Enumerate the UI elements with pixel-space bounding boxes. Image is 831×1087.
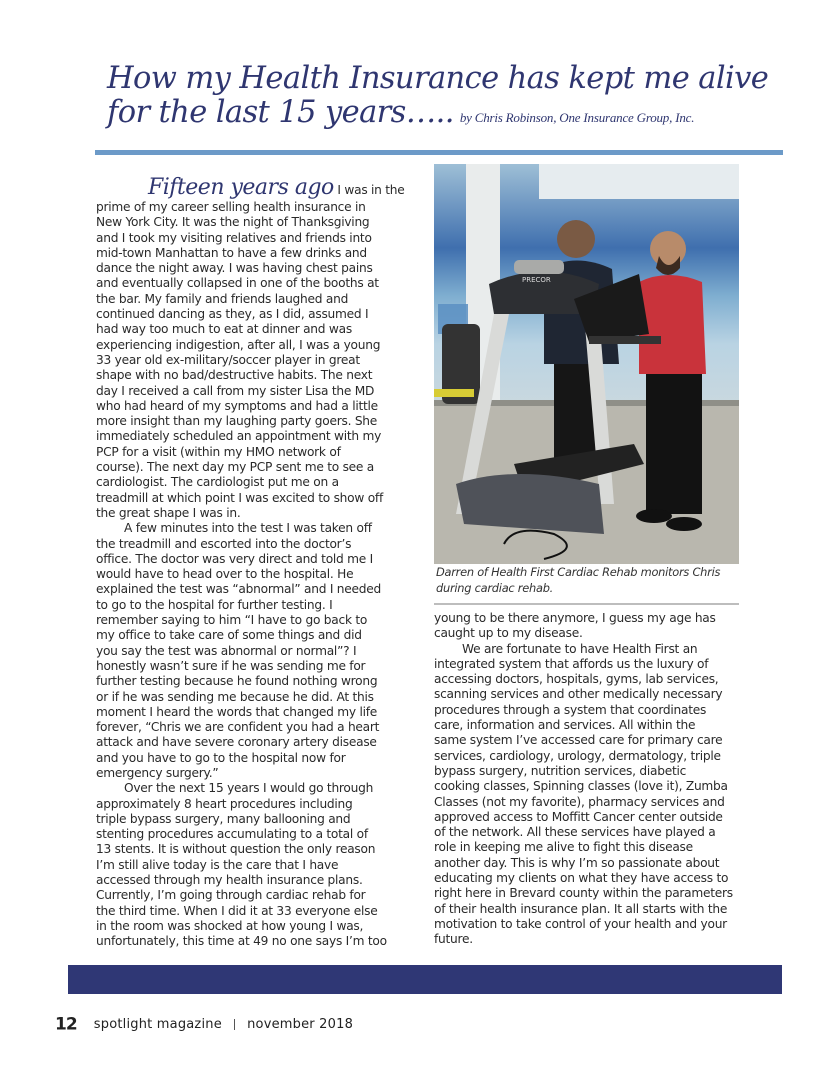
person-chris-head [650, 231, 686, 267]
text-line: treadmill at which point I was excited to show off [96, 490, 383, 505]
byline: by Chris Robinson, One Insurance Group, Inc. [459, 110, 695, 125]
text-line: young to be there anymore, I guess my age has [434, 611, 716, 625]
page-folio [55, 1014, 353, 1035]
cardiac-rehab-photo [434, 164, 739, 564]
text-line: of their health insurance plan. It all starts with the [434, 901, 728, 916]
text-line: prime of my career selling health insurance in [96, 200, 366, 214]
text-line: honestly wasn’t sure if he was sending me for [96, 658, 366, 673]
person-chris-shoe-left [636, 509, 672, 523]
text-line: explained the test was “abnormal” and I needed [96, 582, 381, 597]
laptop-base [589, 336, 661, 344]
text-line: my office to take care of some things and did [96, 628, 362, 643]
text-line: Over the next 15 years I would go through [124, 781, 374, 796]
text-line: triple bypass surgery, many ballooning and [96, 811, 351, 826]
bike-pedal-base [434, 389, 474, 397]
text-line: further testing because he found nothing wrong [96, 674, 378, 689]
text-line: PCP for a visit (within my HMO network of [96, 444, 341, 459]
text-line: remember saying to him “I have to go back to [96, 613, 368, 628]
text-line: approximately 8 heart procedures including [96, 796, 353, 811]
text-line: course). The next day my PCP sent me to see a [96, 460, 375, 475]
text-line: day I received a call from my sister Lisa the MD [96, 383, 375, 398]
photo-caption [436, 565, 756, 596]
text-line: another day. This is why I’m so passionate about [434, 855, 720, 870]
text-line: accessing doctors, hospitals, gyms, lab services, [434, 672, 719, 687]
article-photo [434, 164, 739, 564]
text-line: Classes (not my favorite), pharmacy services and [434, 794, 725, 809]
text-line: I’m still alive today is the care that I have [96, 857, 339, 872]
text-line: the great shape I was in. [96, 505, 241, 520]
text-line: moment I heard the words that changed my life [96, 704, 378, 719]
first-line-rest: I was in the [333, 183, 405, 197]
text-line: care, information and services. All within the [434, 718, 696, 733]
page-number: 12 [55, 1014, 77, 1035]
text-line: had way too much to eat at dinner and was [96, 322, 352, 337]
text-line: New York City. It was the night of Thanksgiving [96, 215, 370, 230]
folio-separator [234, 1019, 235, 1030]
caption-line-1: Darren of Health First Cardiac Rehab monitors Chris [436, 565, 721, 579]
person-chris-shoe-right [666, 517, 702, 531]
text-line: immediately scheduled an appointment with my [96, 429, 382, 444]
title-divider-rule [95, 150, 783, 155]
text-line: right here in Brevard county within the parameters [434, 886, 733, 901]
treadmill-handle [514, 260, 564, 274]
text-line: approved access to Moffitt Cancer center outside [434, 809, 723, 824]
text-line: and you have to go to the hospital now for [96, 750, 346, 765]
text-line: bypass surgery, nutrition services, diabetic [434, 763, 687, 778]
text-line: or if he was sending me because he did. At this [96, 689, 374, 704]
treadmill-brand: PRECOR [522, 276, 551, 284]
text-line: the third time. When I did it at 33 everyone else [96, 903, 378, 918]
text-line: forever, “Chris we are confident you had a heart [96, 720, 380, 735]
caption-divider-rule [434, 603, 739, 605]
text-line: more insight than my laughing party goers. She [96, 414, 378, 429]
caption-line-2: during cardiac rehab. [436, 580, 554, 595]
text-line: role in keeping me alive to fight this disease [434, 840, 693, 855]
text-line: dance the night away. I was having chest pains [96, 261, 373, 276]
ceiling-soffit [539, 164, 739, 199]
text-line: you say the test was abnormal or normal”? I [96, 643, 357, 658]
treadmill-motor-cover [456, 474, 604, 534]
text-line: future. [434, 932, 473, 947]
title-line-2-wrap [107, 96, 787, 135]
text-line: experiencing indigestion, after all, I was a young [96, 337, 381, 352]
text-line: attack and have severe coronary artery disease [96, 735, 377, 750]
issue-date: november 2018 [247, 1017, 354, 1032]
text-line: continued dancing as they, as I did, assumed I [96, 307, 369, 322]
text-line: office. The doctor was very direct and told me I [96, 551, 373, 566]
title-line-1: How my Health Insurance has kept me alive [107, 61, 769, 96]
text-line: to go to the hospital for further testing. I [96, 597, 333, 612]
magazine-name: spotlight magazine [93, 1017, 222, 1032]
text-line: integrated system that affords us the luxury of [434, 656, 709, 671]
text-line: would have to head over to the hospital. He [96, 567, 354, 582]
text-line: and eventually collapsed in one of the booths at [96, 276, 379, 291]
text-line: 13 stents. It is without question the only reason [96, 842, 376, 857]
text-line: accessed through my health insurance plans. [96, 873, 363, 888]
text-line: Currently, I’m going through cardiac rehab for [96, 888, 366, 903]
text-line: caught up to my disease. [434, 626, 583, 641]
title-line-2: for the last 15 years….. [107, 95, 454, 130]
article-column-right [434, 611, 754, 948]
text-line: and I took my visiting relatives and friends into [96, 230, 372, 245]
text-line: A few minutes into the test I was taken off [124, 521, 372, 536]
person-chris-pants [646, 374, 702, 514]
left-column-lines [96, 200, 426, 950]
text-line: in the room was shocked at how young I was, [96, 918, 364, 933]
text-line: stenting procedures accumulating to a total of [96, 827, 368, 842]
first-line [96, 175, 426, 200]
article-column-left [96, 175, 426, 950]
text-line: 33 year old ex-military/soccer player in great [96, 352, 360, 367]
text-line: same system I’ve accessed care for primary care [434, 733, 723, 748]
text-line: cardiologist. The cardiologist put me on a [96, 475, 339, 490]
text-line: cooking classes, Spinning classes (love it), Zumba [434, 779, 728, 794]
right-column-lines [434, 611, 754, 948]
text-line: procedures through a system that coordinates [434, 702, 707, 717]
text-line: the treadmill and escorted into the doctor’s [96, 536, 352, 551]
text-line: unfortunately, this time at 49 no one says I’m too [96, 934, 387, 949]
footer-color-bar [68, 965, 782, 994]
text-line: who had heard of my symptoms and had a little [96, 398, 378, 413]
text-line: motivation to take control of your health and your [434, 916, 727, 931]
text-line: of the network. All these services have played a [434, 825, 716, 840]
text-line: the bar. My family and friends laughed and [96, 291, 349, 306]
text-line: services, cardiology, urology, dermatology, triple [434, 748, 721, 763]
person-chris-shirt [639, 275, 706, 374]
article-title [107, 62, 787, 135]
person-darren-head [557, 220, 595, 258]
text-line: shape with no bad/destructive habits. The next [96, 368, 373, 383]
lead-in: Fifteen years ago [148, 175, 334, 200]
text-line: mid-town Manhattan to have a few drinks and [96, 245, 367, 260]
text-line: educating my clients on what they have access to [434, 871, 729, 886]
text-line: scanning services and other medically necessary [434, 687, 723, 702]
text-line: emergency surgery.” [96, 765, 219, 780]
text-line: We are fortunate to have Health First an [462, 641, 698, 656]
